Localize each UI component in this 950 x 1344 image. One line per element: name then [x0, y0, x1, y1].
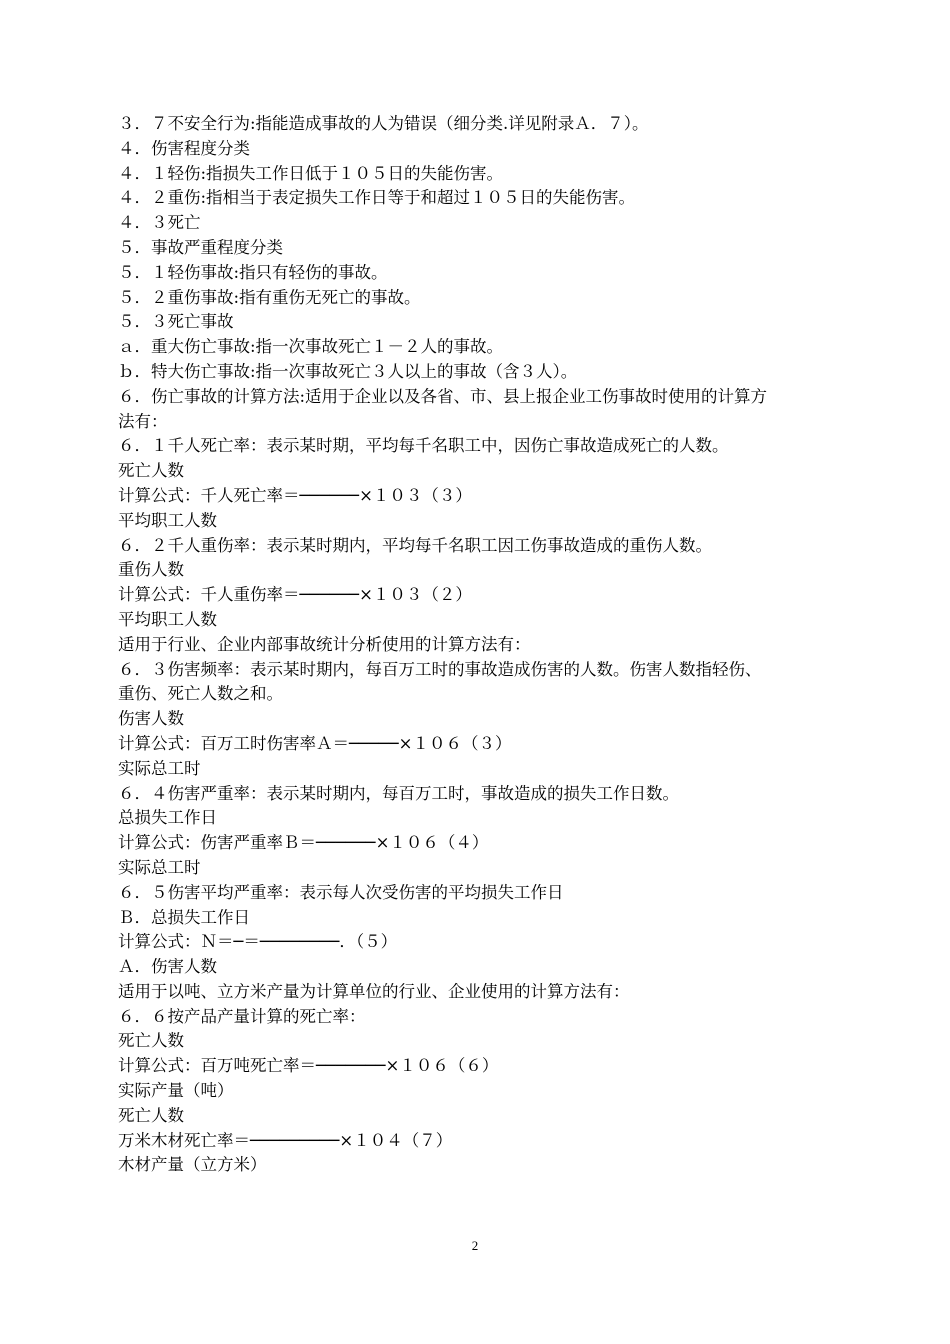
text-line: ６．５伤害平均严重率：表示每人次受伤害的平均损失工作日 [118, 882, 564, 902]
text-line: ５．２重伤事故:指有重伤无死亡的事故。 [118, 287, 421, 307]
text-line: ａ．重大伤亡事故:指一次事故死亡１－２人的事故。 [118, 337, 504, 357]
formula-denominator: 平均职工人数 [118, 510, 217, 530]
text-line: ５．３死亡事故 [118, 312, 234, 332]
section-heading: ６．伤亡事故的计算方法:适用于企业以及各省、市、县上报企业工伤事故时使用的计算方 [118, 386, 768, 406]
text-line: ４．１轻伤:指损失工作日低于１０５日的失能伤害。 [118, 163, 504, 183]
formula-line: 计算公式：Ｎ＝─＝────────．（５） [118, 932, 398, 952]
text-line: 适用于以吨、立方米产量为计算单位的行业、企业使用的计算方法有： [118, 981, 630, 1001]
text-line: ６．６按产品产量计算的死亡率： [118, 1006, 366, 1026]
formula-line: 万米木材死亡率＝─────────×１０４（７） [118, 1130, 453, 1150]
formula-denominator: Ａ．伤害人数 [118, 957, 217, 977]
formula-denominator: 实际总工时 [118, 857, 201, 877]
formula-line: 计算公式：伤害严重率Ｂ＝──────×１０６（４） [118, 833, 489, 853]
formula-denominator: 实际总工时 [118, 758, 201, 778]
text-line: ４．２重伤:指相当于表定损失工作日等于和超过１０５日的失能伤害。 [118, 188, 636, 208]
text-line: 重伤、死亡人数之和。 [118, 684, 283, 704]
section-heading: ５．事故严重程度分类 [118, 237, 283, 257]
formula-numerator: 重伤人数 [118, 560, 184, 580]
text-line: ４．３死亡 [118, 213, 201, 233]
formula-numerator: 死亡人数 [118, 1105, 184, 1125]
page-number: 2 [471, 1238, 479, 1253]
formula-numerator: 伤害人数 [118, 709, 184, 729]
formula-denominator: 平均职工人数 [118, 609, 217, 629]
text-line: ６．４伤害严重率：表示某时期内，每百万工时，事故造成的损失工作日数。 [118, 783, 679, 803]
text-line: ３．７不安全行为:指能造成事故的人为错误（细分类.详见附录Ａ．７）。 [118, 114, 649, 133]
document-body [118, 112, 878, 1178]
formula-numerator: Ｂ．总损失工作日 [118, 907, 250, 927]
formula-numerator: 总损失工作日 [118, 808, 217, 828]
formula-numerator: 死亡人数 [118, 461, 184, 481]
formula-line: 计算公式：百万吨死亡率＝───────×１０６（６） [118, 1056, 499, 1076]
text-line: ６．１千人死亡率：表示某时期，平均每千名职工中，因伤亡事故造成死亡的人数。 [118, 436, 729, 456]
text-line: ６．３伤害频率：表示某时期内，每百万工时的事故造成伤害的人数。伤害人数指轻伤、 [118, 659, 762, 679]
text-line: 适用于行业、企业内部事故统计分析使用的计算方法有： [118, 634, 531, 654]
formula-numerator: 死亡人数 [118, 1031, 184, 1051]
text-line: ｂ．特大伤亡事故:指一次事故死亡３人以上的事故（含３人）。 [118, 361, 578, 381]
formula-line: 计算公式：千人重伤率＝──────×１０３（２） [118, 585, 472, 605]
formula-denominator: 木材产量（立方米） [118, 1155, 267, 1175]
text-line: ５．１轻伤事故:指只有轻伤的事故。 [118, 262, 388, 282]
formula-line: 计算公式：千人死亡率＝──────×１０３（３） [118, 485, 472, 505]
text-line: 法有： [118, 411, 168, 431]
text-line: ６．２千人重伤率：表示某时期内，平均每千名职工因工伤事故造成的重伤人数。 [118, 535, 712, 555]
section-heading: ４．伤害程度分类 [118, 138, 250, 158]
formula-line: 计算公式：百万工时伤害率Ａ＝─────×１０６（３） [118, 733, 512, 753]
formula-denominator: 实际产量（吨） [118, 1081, 234, 1101]
